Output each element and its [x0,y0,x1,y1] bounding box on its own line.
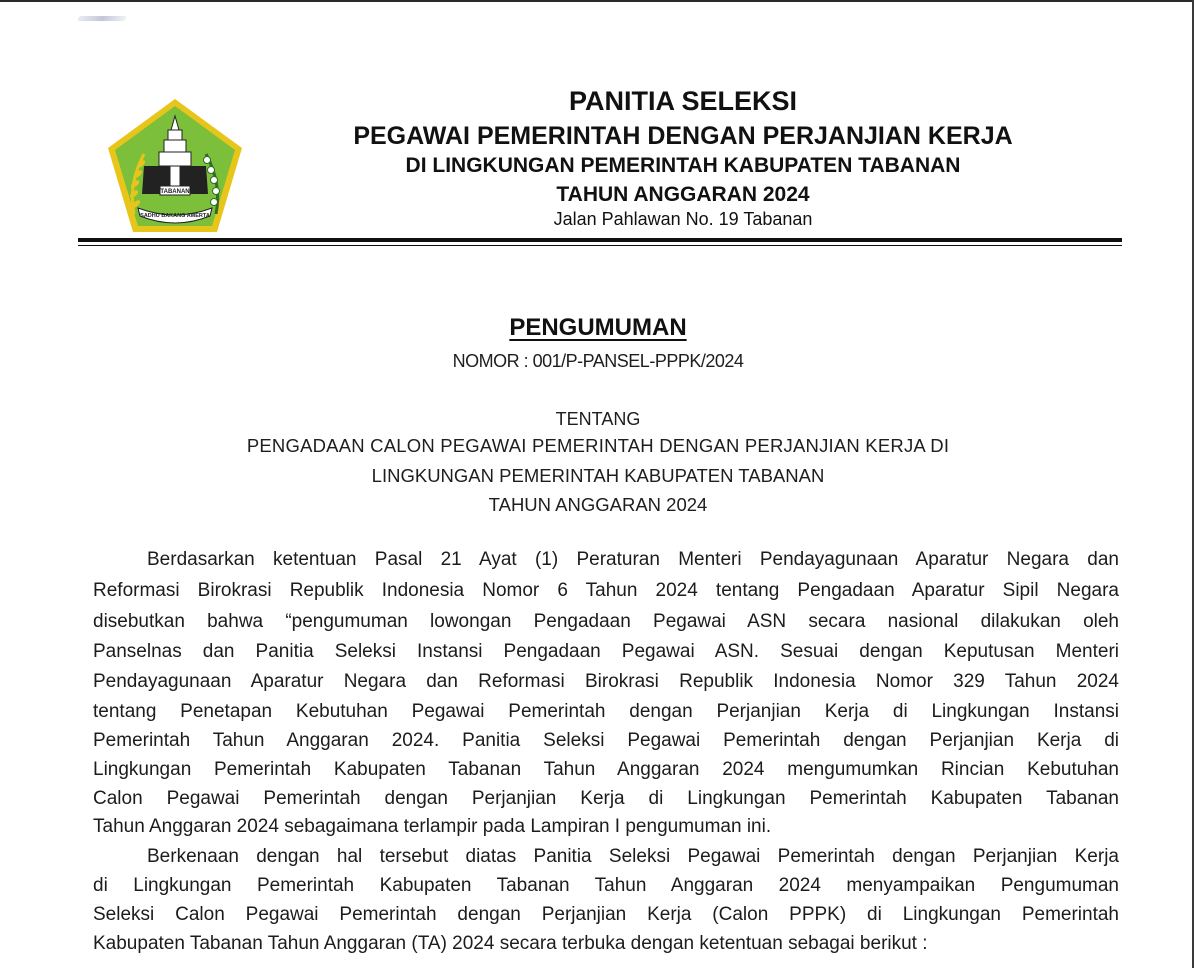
announcement-title: PENGUMUMAN [509,314,687,341]
scan-top-edge [0,0,1194,2]
body-paragraph-1-line: Pendayagunaan Aparatur Negara dan Reformasi Birokrasi Republik Indonesia Nomor 329 Tahun 2024 [93,671,1119,692]
announcement-subject-line: PENGADAAN CALON PEGAWAI PEMERINTAH DENGAN PERJANJIAN KERJA DI [246,435,950,456]
logo-motto-text: SADHU BAKANG AMERTA [140,213,210,219]
header-committee-title: PANITIA SELEKSI [568,86,798,116]
body-paragraph-2-line: di Lingkungan Pemerintah Kabupaten Tabanan Tahun Anggaran 2024 menyampaikan Pengumuman [93,875,1119,896]
logo-banner-text: TABANAN [160,189,190,195]
body-paragraph-1-line: Pemerintah Tahun Anggaran 2024. Panitia Seleksi Pegawai Pemerintah dengan Perjanjian Kerja di [93,730,1119,751]
body-paragraph-2-line: Seleksi Calon Pegawai Pemerintah dengan Perjanjian Kerja (Calon PPPK) di Lingkungan Pemerintah [93,904,1119,925]
header-address: Jalan Pahlawan No. 19 Tabanan [553,209,813,229]
letterhead-divider-thin [78,245,1122,246]
announcement-about: TENTANG [555,409,641,429]
announcement-number: NOMOR : 001/P-PANSEL-PPPK/2024 [452,351,744,371]
kabupaten-tabanan-logo-icon [104,96,246,236]
announcement-subject-line: LINGKUNGAN PEMERINTAH KABUPATEN TABANAN [371,465,825,486]
announcement-subject-line: TAHUN ANGGARAN 2024 [488,494,708,515]
body-paragraph-1-line: Tahun Anggaran 2024 sebagaimana terlampir pada Lampiran I pengumuman ini. [93,816,772,837]
header-region: DI LINGKUNGAN PEMERINTAH KABUPATEN TABANAN [405,154,961,177]
header-subtitle: PEGAWAI PEMERINTAH DENGAN PERJANJIAN KERJA [353,122,1013,150]
body-paragraph-2-line: Berkenaan dengan hal tersebut diatas Panitia Seleksi Pegawai Pemerintah dengan Perjanjian Kerja [147,846,1119,867]
letterhead-divider-thick [78,238,1122,242]
body-paragraph-1-line: Berdasarkan ketentuan Pasal 21 Ayat (1) Peraturan Menteri Pendayagunaan Aparatur Negara dan [147,549,1119,570]
body-paragraph-1-line: Lingkungan Pemerintah Kabupaten Tabanan Tahun Anggaran 2024 mengumumkan Rincian Kebutuhan [93,759,1119,780]
scan-smudge [77,16,127,21]
header-fiscal-year: TAHUN ANGGARAN 2024 [556,183,810,206]
body-paragraph-1-line: Reformasi Birokrasi Republik Indonesia Nomor 6 Tahun 2024 tentang Pengadaan Aparatur Sipil Negara [93,580,1119,601]
body-paragraph-1-line: Panselnas dan Panitia Seleksi Instansi Pengadaan Pegawai ASN. Sesuai dengan Keputusan Menteri [93,641,1119,662]
body-paragraph-1-line: disebutkan bahwa “pengumuman lowongan Pengadaan Pegawai ASN secara nasional dilakukan oleh [93,611,1119,632]
body-paragraph-1-line: tentang Penetapan Kebutuhan Pegawai Pemerintah dengan Perjanjian Kerja di Lingkungan Instansi [93,701,1119,722]
body-paragraph-1-line: Calon Pegawai Pemerintah dengan Perjanjian Kerja di Lingkungan Pemerintah Kabupaten Tabanan [93,788,1119,809]
body-paragraph-2-line: Kabupaten Tabanan Tahun Anggaran (TA) 2024 secara terbuka dengan ketentuan sebagai berikut : [93,933,928,954]
